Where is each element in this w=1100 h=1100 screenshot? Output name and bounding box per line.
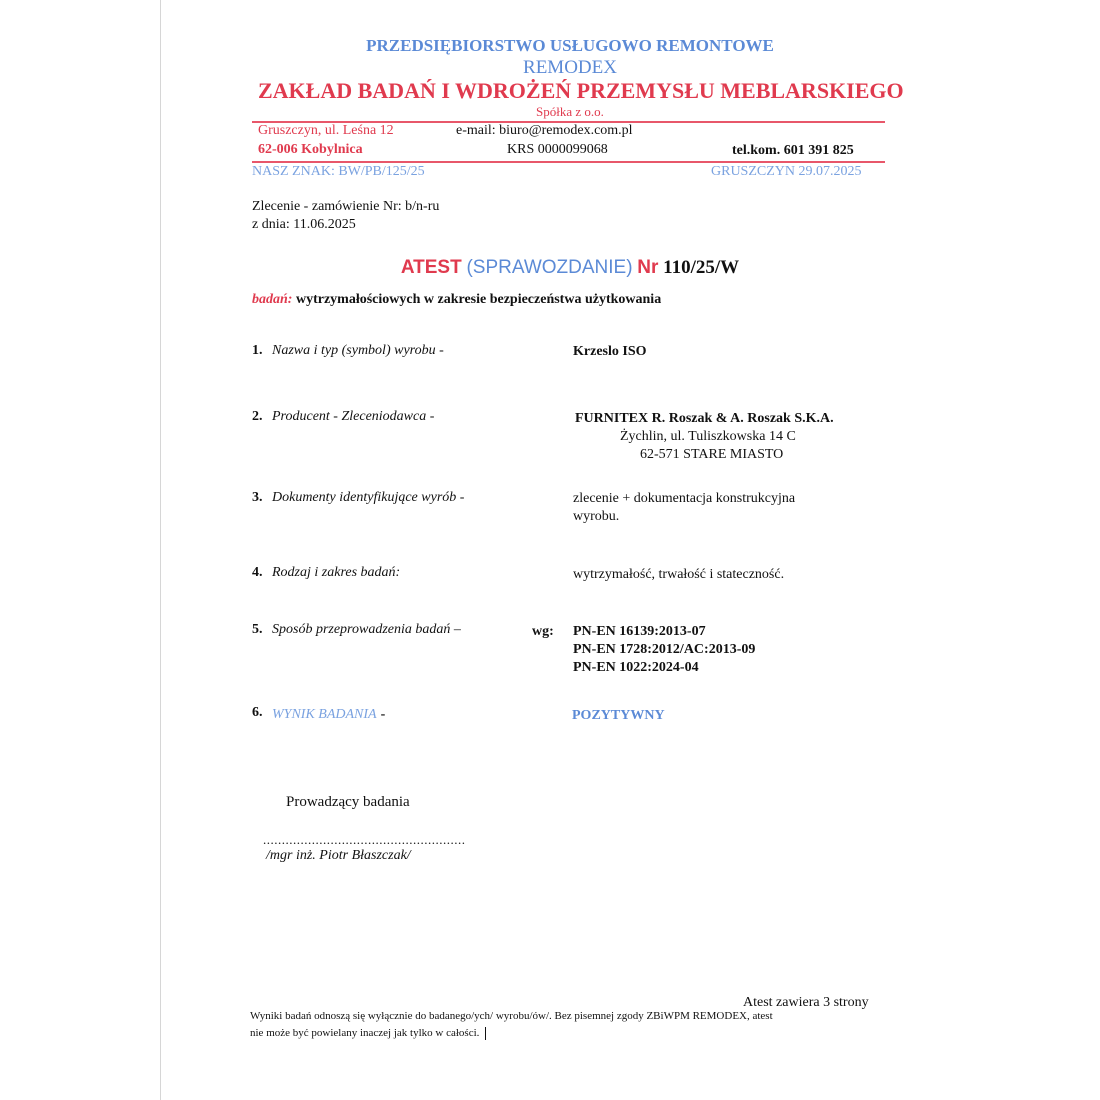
order-number: Zlecenie - zamówienie Nr: b/n-ru bbox=[252, 199, 440, 214]
signature-line: ...................................................... bbox=[263, 832, 466, 847]
item-value: Krzeslo ISO bbox=[573, 344, 647, 359]
our-reference: NASZ ZNAK: BW/PB/125/25 bbox=[252, 164, 425, 179]
text-cursor bbox=[485, 1027, 486, 1040]
order-date: z dnia: 11.06.2025 bbox=[252, 217, 356, 232]
item-value: zlecenie + dokumentacja konstrukcyjna bbox=[573, 491, 796, 506]
title-atest: ATEST bbox=[400, 257, 462, 278]
result-dash: - bbox=[380, 707, 386, 722]
footer-disclaimer-line2: nie może być powielany inaczej jak tylko w całości. bbox=[250, 1027, 480, 1040]
company-name-line1: PRZEDSIĘBIORSTWO USŁUGOWO REMONTOWE bbox=[366, 36, 774, 55]
item-value: Żychlin, ul. Tuliszkowska 14 C bbox=[620, 429, 796, 444]
item-label: Nazwa i typ (symbol) wyrobu - bbox=[272, 343, 444, 358]
item-label: Sposób przeprowadzenia badań – bbox=[272, 622, 461, 637]
footer-disclaimer-line2-wrap bbox=[250, 1027, 486, 1040]
signer-title: Prowadzący badania bbox=[286, 794, 410, 810]
address-street: Gruszczyn, ul. Leśna 12 bbox=[258, 123, 394, 138]
item-value: PN-EN 1022:2024-04 bbox=[573, 660, 699, 675]
item-value: FURNITEX R. Roszak & A. Roszak S.K.A. bbox=[575, 411, 834, 426]
contact-email: e-mail: biuro@remodex.com.pl bbox=[456, 123, 633, 138]
item-number: 1. bbox=[252, 343, 263, 358]
city-date: GRUSZCZYN 29.07.2025 bbox=[711, 164, 862, 179]
scan-edge-line bbox=[160, 0, 161, 1100]
krs-number: KRS 0000099068 bbox=[507, 142, 608, 157]
company-name-line2: REMODEX bbox=[523, 57, 617, 78]
item-number: 5. bbox=[252, 622, 263, 637]
item-number: 2. bbox=[252, 409, 263, 424]
standards-prefix: wg: bbox=[532, 624, 554, 639]
address-city: 62-006 Kobylnica bbox=[258, 142, 363, 157]
header-divider-bottom bbox=[252, 161, 885, 163]
item-label: Producent - Zleceniodawca - bbox=[272, 409, 435, 424]
result-label: WYNIK BADANIA bbox=[272, 707, 377, 722]
item-value: PN-EN 16139:2013-07 bbox=[573, 624, 706, 639]
document-title bbox=[0, 257, 1100, 279]
phone-number: tel.kom. 601 391 825 bbox=[732, 143, 854, 158]
item-value: wytrzymałość, trwałość i stateczność. bbox=[573, 567, 785, 582]
item-value: 62-571 STARE MIASTO bbox=[640, 447, 784, 462]
page-count-note: Atest zawiera 3 strony bbox=[743, 995, 869, 1010]
test-subject bbox=[252, 292, 661, 308]
item-label: Dokumenty identyfikujące wyrób - bbox=[272, 490, 465, 505]
item-number: 4. bbox=[252, 565, 263, 580]
result-label-group bbox=[272, 705, 385, 723]
result-value: POZYTYWNY bbox=[572, 708, 665, 723]
signer-name: /mgr inż. Piotr Błaszczak/ bbox=[266, 848, 411, 863]
test-subject-text: wytrzymałościowych w zakresie bezpieczeństwa użytkowania bbox=[295, 292, 662, 307]
company-legal-form: Spółka z o.o. bbox=[536, 104, 604, 119]
title-number: 110/25/W bbox=[663, 257, 740, 278]
item-value: wyrobu. bbox=[573, 509, 620, 524]
title-nr-label: Nr bbox=[637, 257, 659, 278]
item-number: 6. bbox=[252, 705, 263, 720]
test-subject-label: badań: bbox=[252, 292, 293, 307]
item-label: Rodzaj i zakres badań: bbox=[272, 565, 401, 580]
company-name-line3: ZAKŁAD BADAŃ I WDROŻEŃ PRZEMYSŁU MEBLARSKIEGO bbox=[258, 78, 904, 103]
title-sprawozdanie: (SPRAWOZDANIE) bbox=[466, 257, 633, 278]
item-value: PN-EN 1728:2012/AC:2013-09 bbox=[573, 642, 756, 657]
item-number: 3. bbox=[252, 490, 263, 505]
footer-disclaimer-line1: Wyniki badań odnoszą się wyłącznie do badanego/ych/ wyrobu/ów/. Bez pisemnej zgody ZBiWPM REMODEX, atest bbox=[250, 1010, 773, 1022]
